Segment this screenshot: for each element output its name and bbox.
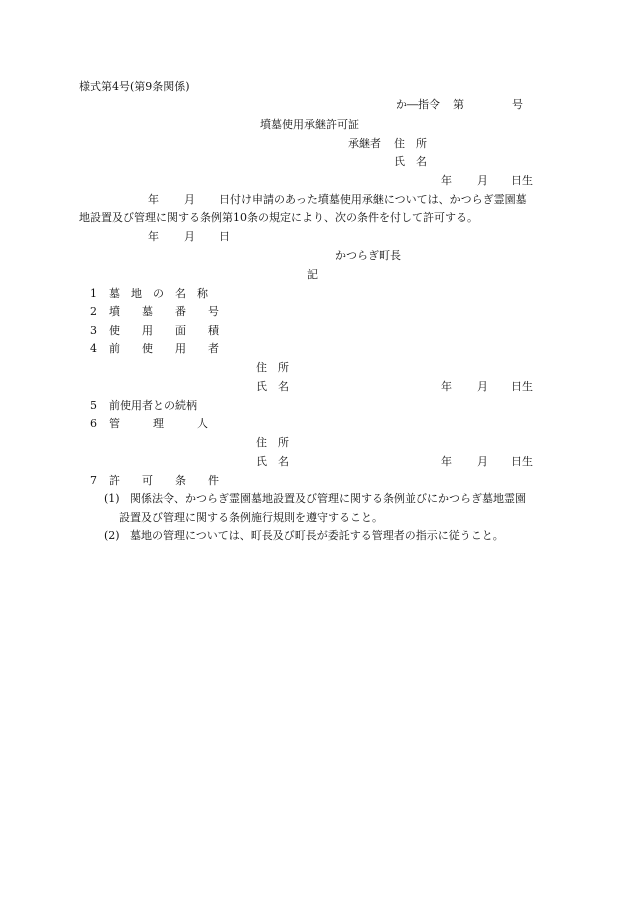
manager-name-label: 氏 名 xyxy=(256,455,289,468)
item-5-label: 前使用者との続柄 xyxy=(109,399,197,412)
issue-year: 年 xyxy=(148,230,159,243)
manager-birth-month: 月 xyxy=(477,455,488,468)
successor-birth-month: 月 xyxy=(477,174,488,187)
page-title: 墳墓使用承継許可証 xyxy=(260,118,359,131)
doc-number-go: 号 xyxy=(512,98,523,111)
item-6-num: 6 xyxy=(90,417,97,430)
prev-user-birth-month: 月 xyxy=(477,380,488,393)
successor-birth-year: 年 xyxy=(441,174,452,187)
successor-address-label: 住 所 xyxy=(394,137,427,150)
condition-1-num: (1) xyxy=(104,492,120,505)
condition-1-line-2: 設置及び管理に関する条例施行規則を遵守すること。 xyxy=(119,511,383,524)
prev-user-birth-day: 日生 xyxy=(511,380,533,393)
successor-label: 承継者 xyxy=(348,137,381,150)
manager-birth-year: 年 xyxy=(441,455,452,468)
condition-2-num: (2) xyxy=(104,529,120,542)
condition-1-line-1: 関係法令、かつらぎ霊園墓地設置及び管理に関する条例並びにかつらぎ墓地霊園 xyxy=(130,492,526,505)
condition-2-line-1: 墓地の管理については、町長及び町長が委託する管理者の指示に従うこと。 xyxy=(130,529,504,542)
item-3-label: 使 用 面 積 xyxy=(109,324,219,337)
doc-number-prefix: か―指令 xyxy=(396,98,440,111)
body-line-2: 地設置及び管理に関する条例第10条の規定により、次の条件を付して許可する。 xyxy=(79,211,478,224)
manager-address-label: 住 所 xyxy=(256,436,289,449)
ki-heading: 記 xyxy=(307,268,318,281)
item-6-label: 管 理 人 xyxy=(109,417,208,430)
item-2-label: 墳 墓 番 号 xyxy=(109,305,219,318)
body-line-1: 日付け申請のあった墳墓使用承継については、かつらぎ霊園墓 xyxy=(219,193,527,206)
item-3-num: 3 xyxy=(90,324,97,337)
item-7-num: 7 xyxy=(90,474,97,487)
doc-number-dai: 第 xyxy=(453,98,464,111)
prev-user-birth-year: 年 xyxy=(441,380,452,393)
application-month: 月 xyxy=(184,193,195,206)
application-year: 年 xyxy=(148,193,159,206)
successor-birth-day: 日生 xyxy=(511,174,533,187)
issue-day: 日 xyxy=(219,230,230,243)
prev-user-address-label: 住 所 xyxy=(256,361,289,374)
successor-name-label: 氏 名 xyxy=(394,155,427,168)
form-label: 様式第4号(第9条関係) xyxy=(79,80,190,93)
item-7-label: 許 可 条 件 xyxy=(109,474,219,487)
issuer: かつらぎ町長 xyxy=(335,249,401,262)
item-2-num: 2 xyxy=(90,305,97,318)
item-1-num: 1 xyxy=(90,287,97,300)
item-1-label: 墓 地 の 名 称 xyxy=(109,287,208,300)
item-4-label: 前 使 用 者 xyxy=(109,342,219,355)
item-5-num: 5 xyxy=(90,399,97,412)
item-4-num: 4 xyxy=(90,342,97,355)
prev-user-name-label: 氏 名 xyxy=(256,380,289,393)
issue-month: 月 xyxy=(184,230,195,243)
manager-birth-day: 日生 xyxy=(511,455,533,468)
